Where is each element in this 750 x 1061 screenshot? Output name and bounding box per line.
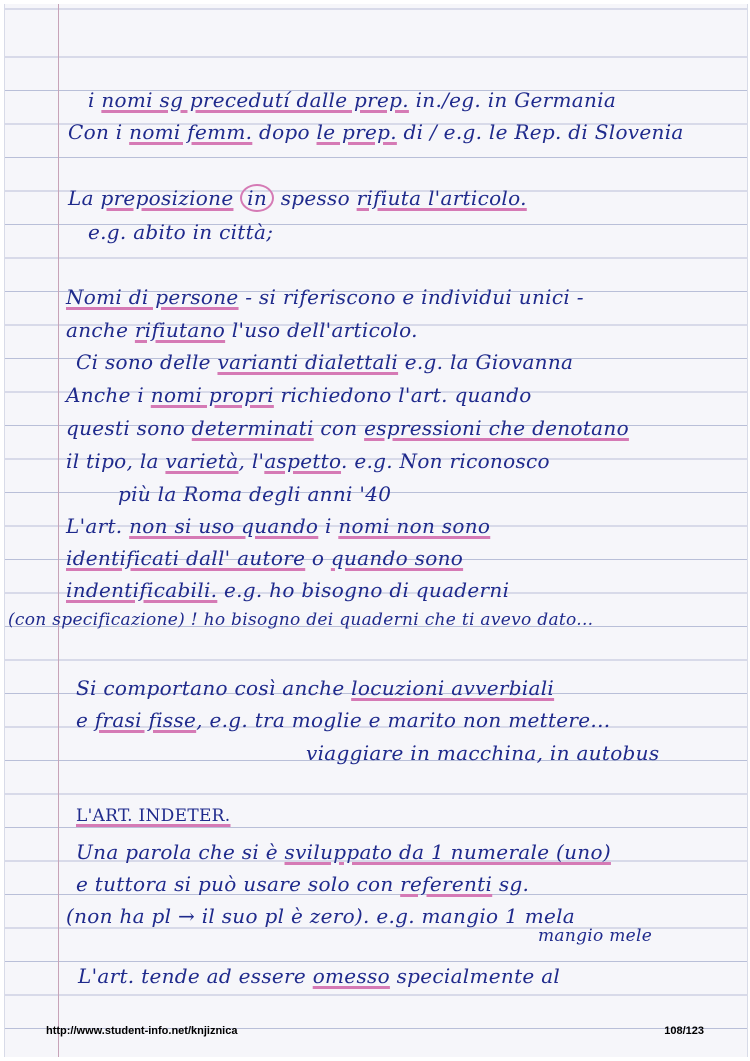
note-underlined: quando sono [330, 546, 464, 570]
note-text: e [76, 708, 95, 732]
note-line-13 [66, 546, 463, 570]
note-text: , e.g. tra moglie e marito non mettere... [196, 708, 611, 732]
note-underlined: aspetto [264, 449, 342, 473]
note-line-9 [66, 416, 629, 440]
note-underlined: non si uso quando [129, 514, 319, 538]
note-underlined: referenti [400, 872, 493, 896]
note-text: Una parola che si è [76, 840, 285, 864]
note-circled: in [240, 184, 274, 212]
note-underlined: rifiutano [134, 318, 226, 342]
note-text: i [318, 514, 339, 538]
page-margin-line [58, 4, 59, 1057]
note-line-3 [68, 186, 527, 210]
note-text: più la Roma degli anni '40 [118, 482, 392, 506]
note-underlined: preposizione [100, 186, 234, 210]
note-text: . e.g. Non riconosco [341, 449, 550, 473]
note-text: ! ho bisogno dei quaderni che ti avevo dato... [185, 610, 594, 630]
note-underlined: nomi propri [150, 383, 274, 407]
note-line-7 [76, 350, 573, 374]
note-line-22 [66, 904, 575, 928]
note-line-14 [66, 578, 509, 602]
note-line-20 [76, 840, 611, 864]
note-underlined: nomi sg precedutí dalle prep. [101, 88, 409, 112]
note-underlined: nomi non sono [338, 514, 491, 538]
note-line-24 [78, 964, 560, 988]
note-text: Ci sono delle [76, 350, 218, 374]
note-line-11 [118, 482, 391, 506]
note-text: (con specificazione) [8, 610, 186, 630]
note-text: spesso [274, 186, 357, 210]
note-line-12 [66, 514, 490, 538]
note-text: o [305, 546, 331, 570]
note-underlined: sviluppato da 1 numerale (uno) [284, 840, 611, 864]
note-text: dopo [252, 120, 317, 144]
note-text: e tuttora si può usare solo con [76, 872, 401, 896]
note-text: e.g. ho bisogno di quaderni [217, 578, 510, 602]
note-text: sg. [492, 872, 530, 896]
note-line-5 [66, 285, 584, 309]
note-text: il tipo, la [66, 449, 166, 473]
note-line-6 [66, 318, 418, 342]
note-text: i [88, 88, 102, 112]
note-text: questi sono [66, 416, 192, 440]
note-text: Anche i [66, 383, 151, 407]
note-line-21 [76, 872, 529, 896]
page-number: 108/123 [664, 1025, 704, 1037]
note-text: L'art. tende ad essere [78, 964, 313, 988]
note-text: La [68, 186, 101, 210]
note-underlined: rifiuta l'articolo. [356, 186, 527, 210]
note-underlined: le prep. [316, 120, 397, 144]
note-text: e.g. la Giovanna [398, 350, 574, 374]
note-underlined: Nomi di persone [66, 285, 239, 309]
note-line-4 [88, 220, 273, 244]
note-underlined: varietà [165, 449, 239, 473]
note-line-23 [538, 926, 652, 946]
note-text: e.g. abito in città; [88, 220, 274, 244]
note-text: richiedono l'art. quando [273, 383, 532, 407]
note-underlined: locuzioni avverbiali [351, 676, 555, 700]
note-text: con [313, 416, 365, 440]
note-line-1 [88, 88, 616, 112]
note-underlined: L'ART. INDETER. [76, 806, 231, 826]
note-text: viaggiare in macchina, in autobus [306, 741, 660, 765]
note-text: anche [66, 318, 135, 342]
note-line-2 [68, 120, 684, 144]
note-underlined: identificati dall' autore [66, 546, 306, 570]
note-text: mangio mele [538, 926, 653, 946]
note-text: - si riferiscono e individui unici - [238, 285, 584, 309]
note-line-17 [76, 708, 610, 732]
note-line-16 [76, 676, 554, 700]
note-underlined: nomi femm. [129, 120, 253, 144]
note-line-10 [66, 449, 550, 473]
note-underlined: indentificabili. [66, 578, 218, 602]
note-underlined: omesso [312, 964, 390, 988]
note-text: L'art. [66, 514, 130, 538]
section-heading [76, 806, 230, 826]
footer-url: http://www.student-info.net/knjiznica [46, 1025, 238, 1037]
note-underlined: espressioni che denotano [364, 416, 629, 440]
note-text: Si comportano così anche [76, 676, 352, 700]
note-underlined: varianti dialettali [217, 350, 399, 374]
note-text: di / e.g. le Rep. di Slovenia [396, 120, 684, 144]
note-line-18 [306, 741, 659, 765]
note-line-15 [8, 610, 593, 630]
note-text: , l' [238, 449, 265, 473]
note-underlined: frasi fisse [94, 708, 197, 732]
note-text: Con i [68, 120, 130, 144]
note-line-8 [66, 383, 532, 407]
note-text: in./eg. in Germania [408, 88, 617, 112]
note-text: (non ha pl → il suo pl è zero). e.g. mangio 1 mela [66, 904, 576, 928]
note-text: l'uso dell'articolo. [225, 318, 418, 342]
note-underlined: determinati [191, 416, 314, 440]
note-text: specialmente al [389, 964, 561, 988]
